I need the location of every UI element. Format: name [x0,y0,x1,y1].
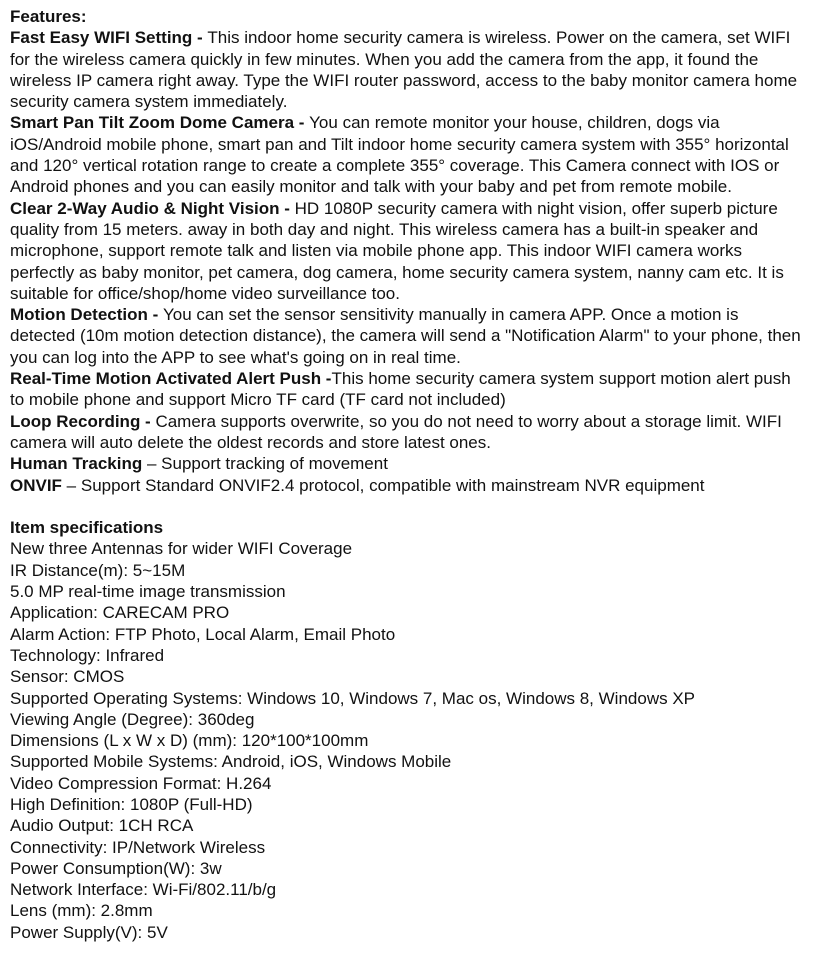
spec-line: High Definition: 1080P (Full-HD) [10,794,253,814]
feature-text: Camera supports overwrite, so you do not need to worry about a storage limit. WIFI camera will auto delete the oldest records and store latest ones. [10,411,782,452]
spec-line: Viewing Angle (Degree): 360deg [10,709,255,729]
feature-title: Clear 2-Way Audio & Night Vision - [10,198,295,218]
spec-line: Lens (mm): 2.8mm [10,901,153,921]
feature-title: Fast Easy WIFI Setting - [10,28,208,48]
specs-list [10,538,808,943]
spec-line: Sensor: CMOS [10,667,125,687]
spec-line: New three Antennas for wider WIFI Coverage [10,539,353,559]
feature-item [10,411,808,454]
feature-item [10,475,808,496]
feature-title: Human Tracking [10,454,143,474]
feature-text: – Support Standard ONVIF2.4 protocol, compatible with mainstream NVR equipment [61,475,705,495]
features-heading: Features: [10,7,87,26]
spec-line: Power Consumption(W): 3w [10,858,222,878]
spec-line: Technology: Infrared [10,645,165,665]
feature-text: You can set the sensor sensitivity manually in camera APP. Once a motion is detected (10m motion detection distance), the camera will send a "Notification Alarm" to your phone, then you can log into the APP to see what's going on in real time. [10,305,801,367]
spec-line: Video Compression Format: H.264 [10,773,272,793]
feature-title: ONVIF [10,475,62,495]
features-list [10,27,808,496]
feature-item [10,304,808,368]
spec-line: Alarm Action: FTP Photo, Local Alarm, Email Photo [10,624,396,644]
feature-text: This indoor home security camera is wireless. Power on the camera, set WIFI for the wireless camera quickly in few minutes. When you add the camera from the app, it found the wireless IP camera right away. Type the WIFI router password, access to the baby monitor camera home security camera system immediately. [10,28,798,112]
feature-item [10,27,808,112]
spec-line: Audio Output: 1CH RCA [10,816,194,836]
feature-text: – Support tracking of movement [142,454,388,474]
spec-line: IR Distance(m): 5~15M [10,560,186,580]
feature-item [10,112,808,197]
spec-line: Network Interface: Wi-Fi/802.11/b/g [10,880,277,900]
feature-title: Motion Detection - [10,305,163,325]
spec-line: Connectivity: IP/Network Wireless [10,837,266,857]
feature-title: Loop Recording - [10,411,156,431]
spec-line: 5.0 MP real-time image transmission [10,582,286,602]
feature-text: This home security camera system support motion alert push to mobile phone and support Micro TF card (TF card not included) [10,369,791,410]
feature-title: Smart Pan Tilt Zoom Dome Camera - [10,113,310,133]
feature-text: HD 1080P security camera with night vision, offer superb picture quality from 15 meters. away in both day and night. This wireless camera has a built-in speaker and microphone, support remote talk and listen via mobile phone app. This indoor WIFI camera works perfectly as baby monitor, pet camera, dog camera, home security camera system, nanny cam etc. It is suitable for office/shop/home video surveillance too. [10,198,784,303]
spec-line: Application: CARECAM PRO [10,603,230,623]
feature-item [10,453,808,474]
spec-line: Supported Mobile Systems: Android, iOS, Windows Mobile [10,752,452,772]
spec-line: Supported Operating Systems: Windows 10, Windows 7, Mac os, Windows 8, Windows XP [10,688,695,708]
feature-item [10,368,808,411]
specs-heading: Item specifications [10,518,164,538]
feature-item [10,198,808,304]
feature-title: Real-Time Motion Activated Alert Push - [10,369,332,389]
spec-line: Power Supply(V): 5V [10,922,168,942]
feature-text: You can remote monitor your house, children, dogs via iOS/Android mobile phone, smart pan and Tilt indoor home security camera system with 355° horizontal and 120° vertical rotation range to create a complete 355° coverage. This Camera connect with IOS or Android phones and you can easily monitor and talk with your baby and pet from remote mobile. [10,113,789,197]
spec-line: Dimensions (L x W x D) (mm): 120*100*100mm [10,731,369,751]
